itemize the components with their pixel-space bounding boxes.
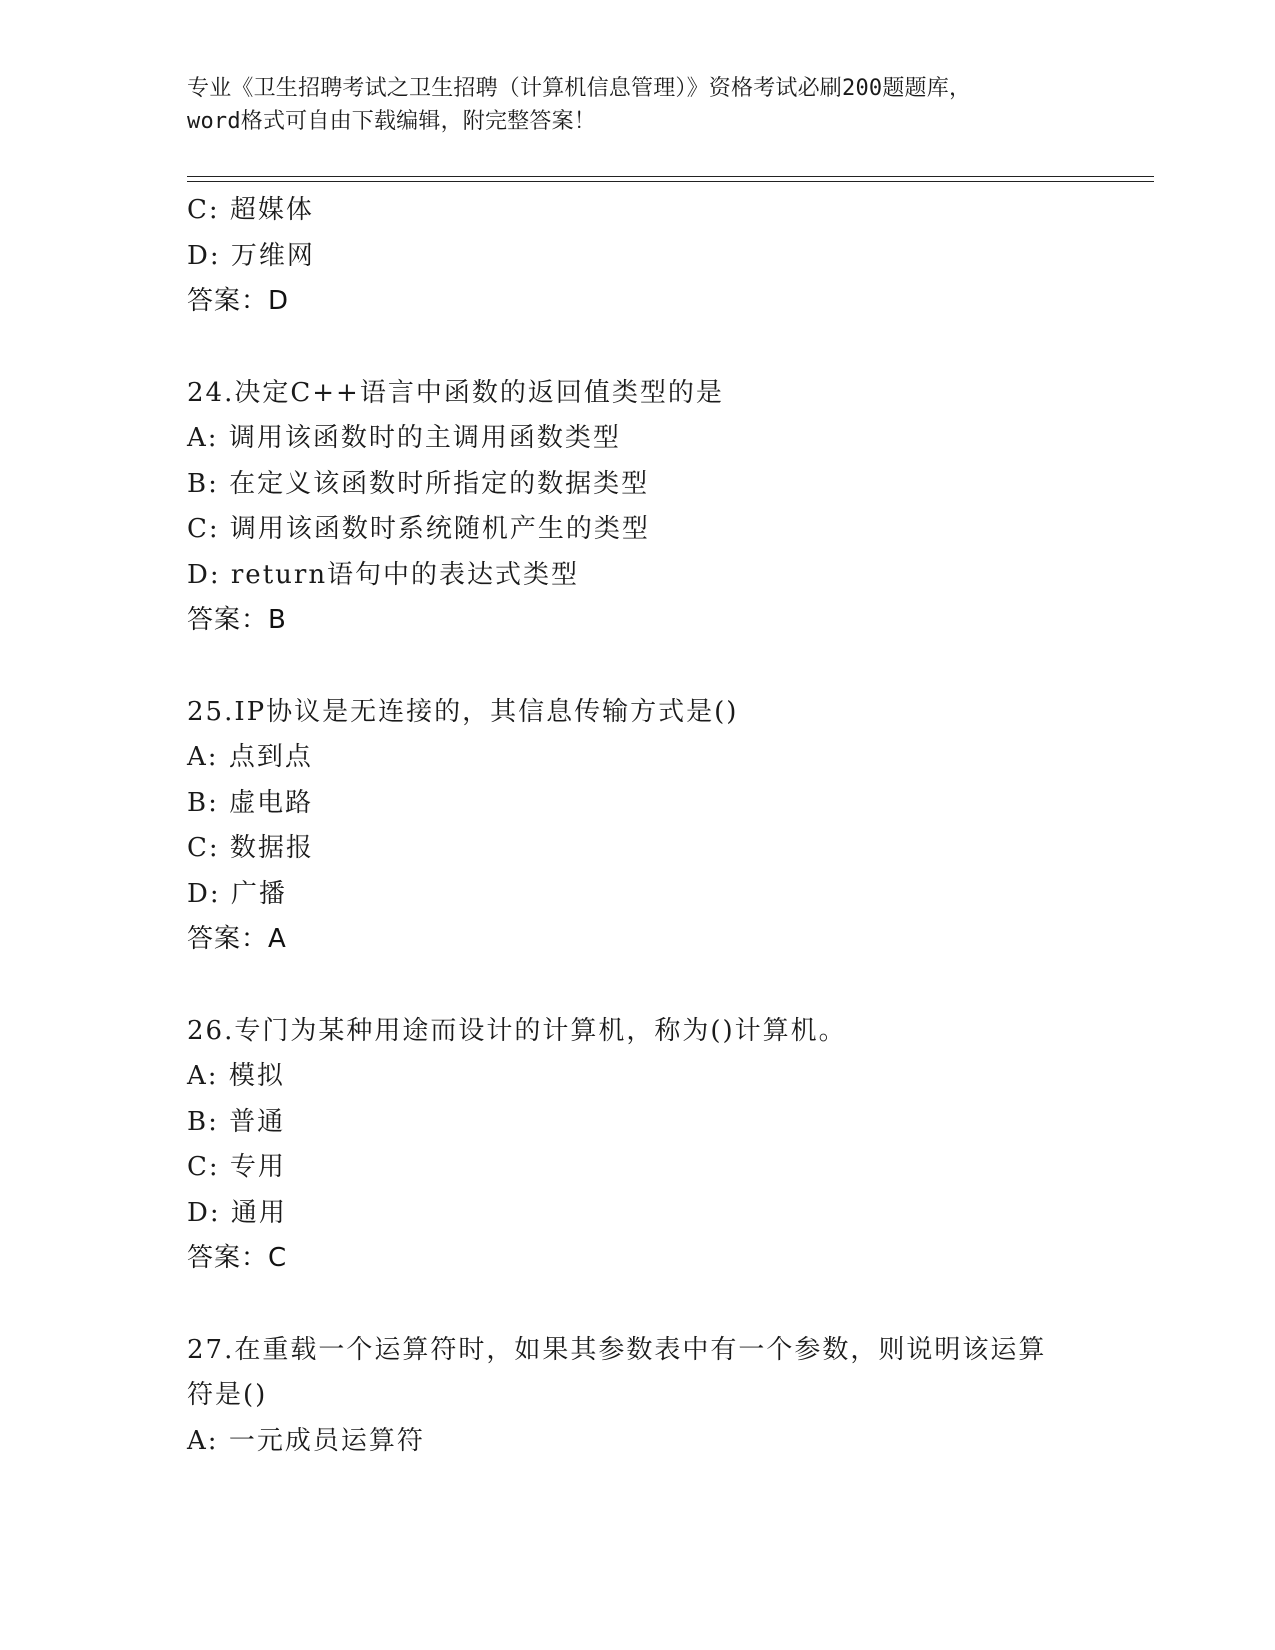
question-stem: 25.IP协议是无连接的，其信息传输方式是() [187, 696, 739, 727]
question-stem: 27.在重载一个运算符时，如果其参数表中有一个参数，则说明该运算符是() [187, 1334, 1047, 1410]
option-text: 普通 [229, 1106, 286, 1137]
option-text: return语句中的表达式类型 [230, 559, 580, 590]
option-text: 万维网 [230, 240, 315, 271]
document-header [187, 72, 1087, 138]
option-label: D: [187, 240, 221, 271]
question-list [187, 188, 1087, 1464]
option-text: 模拟 [228, 1061, 285, 1091]
option-text: 调用该函数时系统随机产生的类型 [229, 514, 650, 544]
question-25 [187, 690, 1087, 963]
option-text: 通用 [230, 1197, 287, 1228]
option-text: 点到点 [228, 742, 313, 772]
option-label: A: [187, 742, 219, 772]
answer-line: 答案：B [187, 605, 287, 635]
question-stem: 26.专门为某种用途而设计的计算机，称为()计算机。 [187, 1015, 847, 1046]
option-text: 超媒体 [229, 195, 314, 225]
option-c [187, 826, 1087, 872]
option-label: C: [187, 514, 220, 544]
header-divider-top [187, 176, 1154, 177]
option-text: 在定义该函数时所指定的数据类型 [229, 468, 650, 499]
option-label: B: [187, 787, 219, 818]
option-label: A: [187, 423, 219, 453]
option-c [187, 507, 1087, 553]
option-label: B: [187, 1106, 219, 1137]
spacer [187, 1282, 1087, 1328]
header-divider-bottom [187, 181, 1154, 182]
option-a [187, 1054, 1087, 1100]
question-24 [187, 371, 1087, 644]
header-line-1: 专业《卫生招聘考试之卫生招聘（计算机信息管理）》资格考试必刷200题题库， [187, 76, 972, 101]
spacer [187, 325, 1087, 371]
option-a [187, 735, 1087, 781]
option-label: D: [187, 1197, 221, 1228]
option-label: C: [187, 195, 220, 225]
option-label: A: [187, 1061, 219, 1091]
option-b [187, 1100, 1087, 1146]
option-b [187, 781, 1087, 827]
spacer [187, 644, 1087, 690]
option-d [187, 553, 1087, 599]
option-text: 专用 [229, 1152, 286, 1182]
option-a [187, 1419, 1087, 1465]
option-label: C: [187, 1152, 220, 1182]
option-d [187, 234, 1087, 280]
option-label: C: [187, 833, 220, 863]
option-c [187, 188, 1087, 234]
option-c [187, 1145, 1087, 1191]
option-text: 广播 [230, 878, 287, 909]
option-d [187, 872, 1087, 918]
spacer [187, 963, 1087, 1009]
answer-line: 答案：A [187, 924, 287, 954]
answer-line: 答案：D [187, 286, 290, 316]
option-label: B: [187, 468, 219, 499]
option-label: D: [187, 878, 221, 909]
option-text: 数据报 [229, 833, 314, 863]
option-text: 一元成员运算符 [228, 1425, 425, 1456]
question-26 [187, 1009, 1087, 1282]
previous-question-tail [187, 188, 1087, 325]
answer-line: 答案：C [187, 1243, 288, 1273]
question-stem: 24.决定C++语言中函数的返回值类型的是 [187, 377, 724, 408]
option-text: 虚电路 [229, 787, 314, 818]
option-b [187, 462, 1087, 508]
header-line-2: word格式可自由下载编辑，附完整答案！ [187, 109, 596, 134]
option-label: A: [187, 1425, 219, 1456]
option-text: 调用该函数时的主调用函数类型 [228, 423, 621, 453]
question-27 [187, 1328, 1087, 1465]
option-a [187, 416, 1087, 462]
option-d [187, 1191, 1087, 1237]
option-label: D: [187, 559, 221, 590]
